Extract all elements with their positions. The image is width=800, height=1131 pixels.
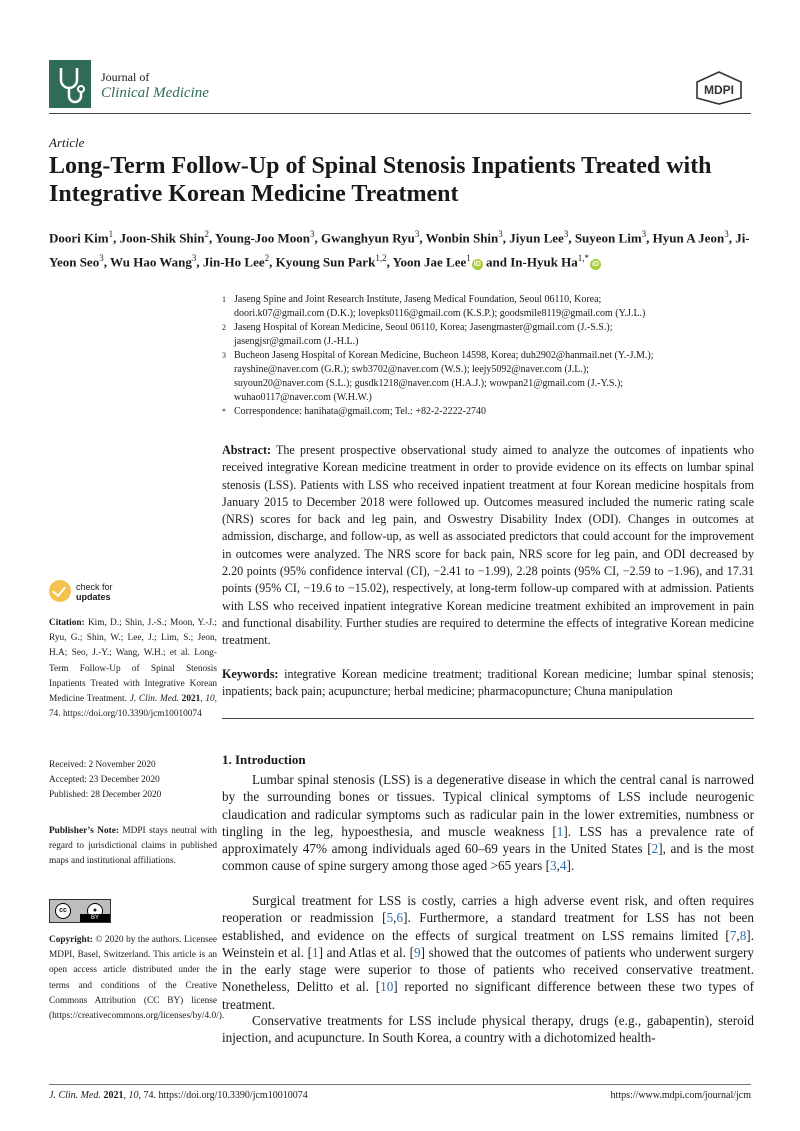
publishers-note bbox=[49, 824, 217, 870]
intro-paragraph-1 bbox=[222, 771, 754, 875]
citation-text: Kim, D.; Shin, J.-S.; Moon, Y.-J.; Ryu, G.; Shin, W.; Lee, J.; Lim, S.; Jeon, H.A; Seo, J.-Y.; Wang, W.H.; et al. Long-Term Follow-Up of Spinal Stenosis Inpatients Treated with Integrative Korean Medicine Treatment. bbox=[49, 618, 217, 705]
author-affiliation-mark: 1 bbox=[108, 229, 114, 239]
reference-link[interactable]: 5 bbox=[386, 910, 394, 926]
keywords-text: integrative Korean medicine treatment; traditional Korean medicine; lumbar spinal stenosis; inpatients; back pain; acupuncture; herbal medicine; pharmacopuncture; Chuna manipulation bbox=[222, 667, 754, 699]
affiliation bbox=[222, 405, 762, 419]
footer-volume: 10 bbox=[128, 1090, 139, 1101]
updates-label: updates bbox=[76, 592, 111, 602]
body-text: ]. Weinstein et al. [ bbox=[222, 927, 754, 960]
pubnote-text: MDPI stays neutral with regard to jurisdictional claims in published maps and institutional affiliations. bbox=[49, 826, 217, 867]
header-rule bbox=[49, 113, 751, 114]
reference-link[interactable]: 3 bbox=[550, 858, 557, 874]
abstract-text: The present prospective observational study aimed to analyze the outcomes of inpatients who received integrative Korean medicine treatment in order to provide evidence on its effects on lumbar spinal stenosis (LSS). Patients with LSS who received inpatient treatment at four Korean medicine hospitals from January 2015 to December 2018 were followed up. Outcomes measured included the numeric rating scale (NRS) scores for back and leg pain, and Oswestry Disability Index (ODI). Changes in outcomes at admission, discharge, and follow-up, as well as associated predictors that could account for the improvement in outcomes were analyzed. The NRS score for back pain, NRS score for leg pain, and ODI decreased by 2.20 points (95% confidence interval (CI), −2.41 to −1.99), 2.28 points (95% CI, −2.59 to −1.96), and 17.31 points (95% CI, −19.6 to −15.02), respectively, at long-term follow-up compared with at admission. Patients with LSS who received inpatient integrative Korean medicine treatment exhibited an improvement in pain and functional disability. Further studies are required to determine the effects of integrative Korean medicine treatment. bbox=[222, 443, 754, 648]
check-for-label: check for bbox=[76, 582, 113, 592]
author-separator: , bbox=[209, 230, 216, 246]
accepted-date: Accepted: 23 December 2020 bbox=[49, 775, 160, 786]
author-separator: , bbox=[728, 230, 736, 246]
author-separator: , bbox=[646, 230, 653, 246]
author-affiliation-mark: 3 bbox=[191, 253, 197, 264]
affiliation-line: Correspondence: hanihata@gmail.com; Tel.: +82-2-2222-2740 bbox=[234, 406, 486, 417]
keywords bbox=[222, 666, 754, 701]
journal-logo bbox=[49, 60, 91, 108]
author: Ji-Yeon Seo bbox=[49, 230, 750, 270]
reference-link[interactable]: 1 bbox=[556, 823, 564, 839]
author: Wu Hao Wang bbox=[109, 254, 192, 270]
affiliation-number: 3 bbox=[222, 351, 226, 360]
copyright-text: © 2020 by the authors. Licensee MDPI, Basel, Switzerland. This article is an open access article distributed under the terms and conditions of the Creative Commons Attribution (CC BY) license (https://creativecommons.org/licenses/by/4.0/). bbox=[49, 935, 225, 1022]
author: Young-Joo Moon bbox=[215, 230, 311, 246]
author-separator: , bbox=[113, 230, 120, 246]
author: Hyun A Jeon bbox=[652, 230, 725, 246]
citation-year: 2021 bbox=[181, 694, 201, 705]
author-affiliation-mark: 1,* bbox=[577, 253, 590, 264]
footer-rule bbox=[49, 1084, 751, 1085]
author-separator: , bbox=[386, 254, 393, 270]
reference-link[interactable]: 7 bbox=[729, 927, 737, 943]
reference-link[interactable]: 4 bbox=[559, 858, 567, 874]
mdpi-logo[interactable] bbox=[694, 70, 744, 106]
author: Wonbin Shin bbox=[425, 230, 499, 246]
author: Jiyun Lee bbox=[509, 230, 564, 246]
keywords-rule bbox=[222, 718, 754, 719]
author-separator: , bbox=[103, 254, 110, 270]
attribution-icon: ● bbox=[87, 903, 103, 919]
body-text: ]. LSS has a prevalence rate of approximately 47% among individuals aged 60–69 years in the United States [ bbox=[222, 823, 754, 857]
pubnote-label: Publisher’s Note: bbox=[49, 826, 119, 836]
journal-name: Clinical Medicine bbox=[101, 85, 209, 101]
author-affiliation-mark: 2 bbox=[264, 253, 270, 264]
intro-paragraph-3 bbox=[222, 1012, 754, 1047]
stethoscope-icon bbox=[49, 60, 91, 108]
reference-link[interactable]: 2 bbox=[651, 841, 659, 857]
author-list bbox=[49, 224, 759, 273]
body-text: ] showed that the outcomes of patients who underwent surgery in the early stage were superior to those of patients who received conservative treatment. Nonetheless, Delitto et al. [ bbox=[222, 944, 755, 995]
body-text: , bbox=[736, 927, 740, 943]
author-affiliation-mark: 3 bbox=[310, 229, 315, 239]
by-label: BY bbox=[80, 914, 110, 922]
received-date: Received: 2 November 2020 bbox=[49, 760, 156, 770]
body-text: ]. Furthermore, a standard treatment for LSS has not been established, and evidence on the effects of surgical treatment on LSS remains limited [ bbox=[222, 910, 754, 943]
reference-link[interactable]: 6 bbox=[396, 910, 404, 926]
affiliations bbox=[222, 293, 762, 419]
article-title: Long-Term Follow-Up of Spinal Stenosis Inpatients Treated with Integrative Korean Medicine Treatment bbox=[49, 153, 712, 207]
svg-text:MDPI: MDPI bbox=[704, 83, 734, 97]
footer-citation: J. Clin. Med. 2021, 10, 74. https://doi.org/10.3390/jcm10010074 bbox=[49, 1090, 308, 1101]
author-affiliation-mark: 3 bbox=[724, 229, 729, 239]
check-icon bbox=[49, 580, 71, 602]
journal-name-top: Journal of bbox=[101, 70, 150, 84]
reference-link[interactable]: 9 bbox=[414, 944, 421, 960]
author-separator: , bbox=[314, 230, 322, 246]
affiliation-line: Jaseng Hospital of Korean Medicine, Seoul 06110, Korea; Jasengmaster@gmail.com (J.-S.S.); bbox=[234, 322, 613, 333]
affiliation bbox=[222, 321, 762, 349]
body-text: , bbox=[556, 858, 560, 874]
affiliation-number: * bbox=[222, 407, 226, 416]
author: Suyeon Lim bbox=[574, 230, 642, 246]
body-text: ], and is the most common cause of spine surgery among those aged >65 years [ bbox=[222, 841, 754, 874]
affiliation-line: jasengjsr@gmail.com (J.-H.L.) bbox=[234, 336, 359, 347]
author-affiliation-mark: 3 bbox=[498, 229, 503, 239]
affiliation-line: Jaseng Spine and Joint Research Institute, Jaseng Medical Foundation, Seoul 06110, Korea; bbox=[234, 294, 602, 305]
affiliation-number: 1 bbox=[222, 295, 226, 304]
citation-doi[interactable]: , 74. https://doi.org/10.3390/jcm10010074 bbox=[49, 694, 217, 720]
author: Joon-Shik Shin bbox=[119, 230, 205, 246]
citation-volume: 10 bbox=[205, 694, 215, 705]
reference-link[interactable]: 1 bbox=[312, 944, 319, 960]
abstract bbox=[222, 442, 754, 650]
footer-journal: J. Clin. Med. bbox=[49, 1090, 101, 1101]
citation-label: Citation: bbox=[49, 618, 85, 628]
copyright bbox=[49, 933, 225, 1024]
author-separator: , bbox=[269, 254, 276, 270]
orcid-icon[interactable]: iD bbox=[592, 260, 600, 268]
author: Kyoung Sun Park bbox=[275, 254, 376, 270]
author-separator: , bbox=[502, 230, 510, 246]
author-affiliation-mark: 3 bbox=[641, 229, 647, 239]
cc-by-license-badge[interactable] bbox=[49, 899, 111, 923]
footer-year: 2021 bbox=[103, 1090, 124, 1101]
published-date: Published: 28 December 2020 bbox=[49, 790, 162, 801]
footer-url[interactable]: https://www.mdpi.com/journal/jcm bbox=[610, 1090, 751, 1101]
citation-journal: J. Clin. Med. bbox=[129, 694, 179, 705]
intro-paragraph-2 bbox=[222, 892, 754, 1013]
affiliation-line: wuhao0117@naver.com (W.H.W.) bbox=[234, 392, 372, 403]
author: Yoon Jae Lee bbox=[392, 254, 467, 270]
author: Jin-Ho Lee bbox=[202, 254, 265, 270]
article-type: Article bbox=[49, 135, 85, 150]
reference-link[interactable]: 8 bbox=[739, 927, 747, 943]
reference-link[interactable]: 10 bbox=[380, 979, 394, 995]
author-affiliation-mark: 2 bbox=[204, 229, 209, 239]
affiliation bbox=[222, 349, 762, 405]
author-separator: and bbox=[482, 254, 511, 270]
author-separator: , bbox=[196, 254, 203, 270]
keywords-label: Keywords: bbox=[222, 667, 279, 681]
author-affiliation-mark: 3 bbox=[99, 253, 104, 264]
body-text: Conservative treatments for LSS include physical therapy, drugs (e.g., gabapentin), steroid injection, and acupuncture. In South Korea, a country with a dichotomized health- bbox=[222, 1013, 754, 1046]
body-text: ] reported no significant difference between these two types of treatment. bbox=[222, 979, 755, 1012]
footer-doi[interactable]: , 74. https://doi.org/10.3390/jcm10010074 bbox=[138, 1090, 308, 1101]
body-text: Lumbar spinal stenosis (LSS) is a degenerative disease in which the central canal is narrowed by the surrounding bones or tissues. Typical clinical symptoms of LSS include neurogenic claudication and radicular symptoms such as radicular pain in the lower extremities, numbness or tingling in the leg, hypoesthesia, and muscle weakness [ bbox=[222, 772, 754, 839]
affiliation-number: 2 bbox=[222, 323, 226, 332]
copyright-label: Copyright: bbox=[49, 935, 93, 945]
body-text: Surgical treatment for LSS is costly, carries a high adverse event risk, and often requires reoperation or readmission [ bbox=[222, 893, 754, 926]
abstract-label: Abstract: bbox=[222, 443, 272, 457]
affiliation bbox=[222, 293, 762, 321]
author: In-Hyuk Ha bbox=[510, 254, 578, 270]
author-separator: , bbox=[419, 230, 426, 246]
author-separator: , bbox=[568, 230, 575, 246]
affiliation-line: rayshine@naver.com (G.R.); swb3702@naver.com (W.S.); leejy5092@naver.com (J.L.); bbox=[234, 364, 589, 375]
author: Doori Kim bbox=[49, 230, 109, 246]
affiliation-line: suyoun20@naver.com (S.L.); gusdk1218@naver.com (H.A.J.); wowpan21@gmail.com (J.-Y.S.); bbox=[234, 378, 624, 389]
author-affiliation-mark: 1,2 bbox=[375, 253, 387, 264]
author-affiliation-mark: 3 bbox=[414, 229, 420, 239]
affiliation-line: Bucheon Jaseng Hospital of Korean Medicine, Bucheon 14598, Korea; duh2902@hanmail.net (Y.-J.M.); bbox=[234, 350, 654, 361]
author-affiliation-mark: 3 bbox=[563, 229, 569, 239]
dates bbox=[49, 758, 217, 804]
orcid-icon[interactable]: iD bbox=[473, 260, 481, 268]
author-affiliation-mark: 1 bbox=[466, 253, 471, 264]
body-text: ] and Atlas et al. [ bbox=[318, 944, 414, 960]
body-text: , bbox=[393, 910, 397, 926]
section-heading: 1. Introduction bbox=[222, 752, 306, 767]
citation: Citation: Kim, D.; Shin, J.-S.; Moon, Y.-J.; Ryu, G.; Shin, W.; Lee, J.; Lim, S.; Jeon, H.A; Seo, J.-Y.; Wang, W.H.; et al. Long-Term Follow-Up of Spinal Stenosis Inpatients Treated with Integrative Korean Medicine Treatment. J. Clin. Med. 2021, 10, 74. https://doi.org/10.3390/jcm10010074 bbox=[49, 618, 217, 720]
cc-icon: cc bbox=[55, 903, 71, 919]
body-text: ]. bbox=[566, 858, 575, 874]
affiliation-line: doori.k07@gmail.com (D.K.); lovepks0116@gmail.com (K.S.P.); goodsmile8119@gmail.com (Y.J.L.) bbox=[234, 308, 646, 319]
author: Gwanghyun Ryu bbox=[321, 230, 415, 246]
